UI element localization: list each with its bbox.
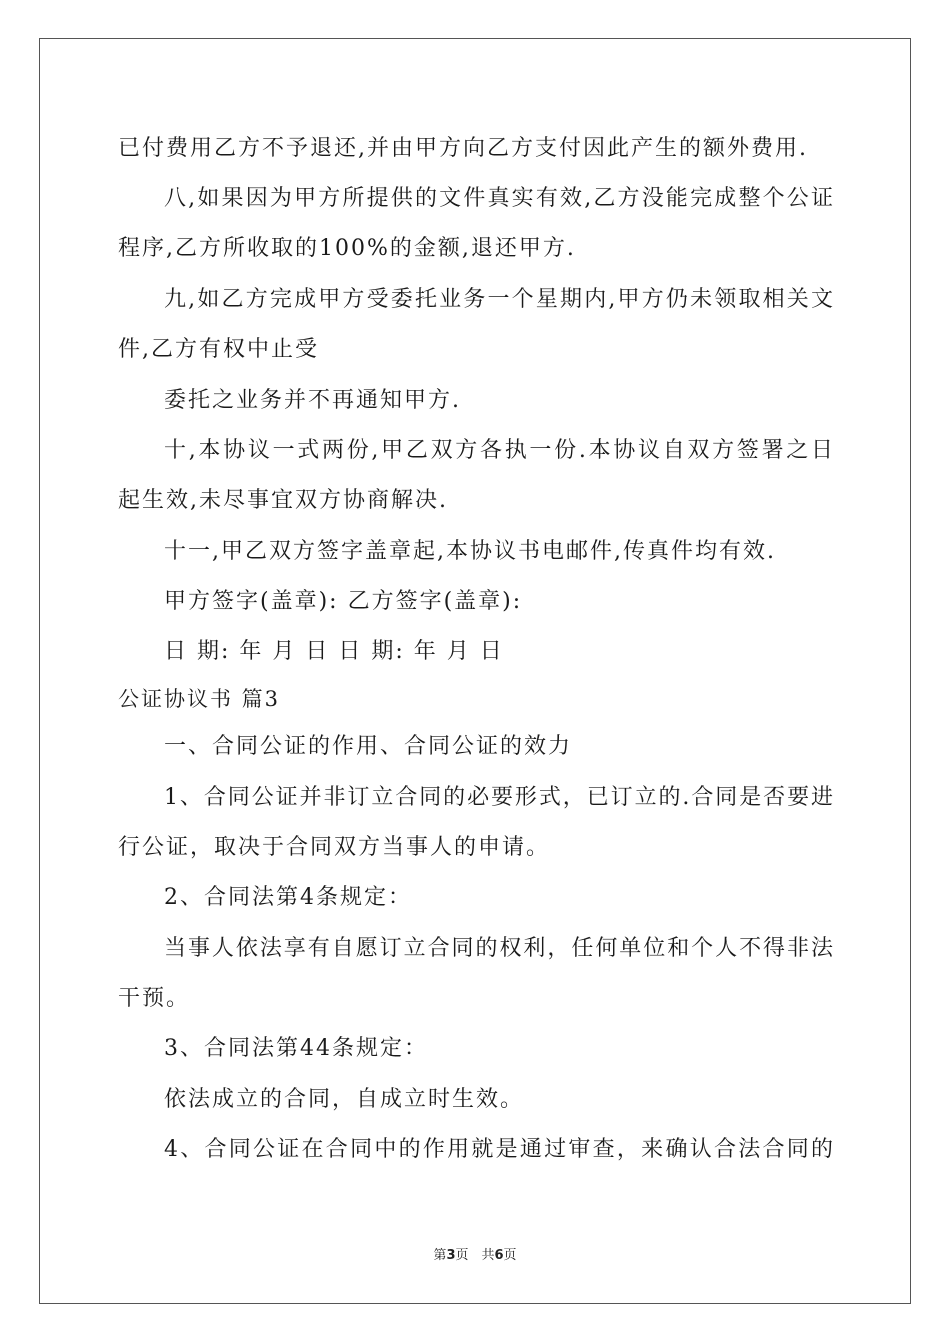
page-suffix: 页 xyxy=(503,1248,517,1263)
text-line: 4、合同公证在合同中的作用就是通过审查，来确认合法合同的 xyxy=(164,1137,834,1162)
text-line: 2、合同法第4条规定： xyxy=(164,885,412,910)
signature-line: 甲方签字(盖章): 乙方签字(盖章): xyxy=(164,589,523,614)
page-prefix: 第 xyxy=(433,1248,447,1263)
text-line: 十一,甲乙双方签字盖章起,本协议书电邮件,传真件均有效. xyxy=(164,539,776,564)
text-line: 件,乙方有权中止受 xyxy=(118,337,319,362)
text-line: 3、合同法第44条规定： xyxy=(164,1036,428,1061)
text-line: 1、合同公证并非订立合同的必要形式，已订立的.合同是否要进 xyxy=(164,785,834,810)
text-line: 委托之业务并不再通知甲方. xyxy=(164,388,461,413)
text-line: 十,本协议一式两份,甲乙双方各执一份.本协议自双方签署之日 xyxy=(164,438,834,463)
text-line: 干预。 xyxy=(118,986,191,1011)
page-current: 3 xyxy=(446,1248,456,1263)
text-line: 当事人依法享有自愿订立合同的权利，任何单位和个人不得非法 xyxy=(164,936,834,961)
page-total: 6 xyxy=(494,1248,504,1263)
text-line: 起生效,未尽事宜双方协商解决. xyxy=(118,488,448,513)
text-line: 八,如果因为甲方所提供的文件真实有效,乙方没能完成整个公证 xyxy=(164,186,834,211)
text-line: 行公证，取决于合同双方当事人的申请。 xyxy=(118,835,551,860)
page-footer xyxy=(0,1244,950,1263)
text-line: 依法成立的合同，自成立时生效。 xyxy=(164,1087,525,1112)
text-line: 九,如乙方完成甲方受委托业务一个星期内,甲方仍未领取相关文 xyxy=(164,287,834,312)
text-line: 已付费用乙方不予退还,并由甲方向乙方支付因此产生的额外费用. xyxy=(118,136,808,161)
page-mid: 页 共 xyxy=(455,1248,495,1263)
text-line: 一、合同公证的作用、合同公证的效力 xyxy=(164,734,573,759)
date-line: 日 期: 年 月 日 日 期: 年 月 日 xyxy=(164,639,504,664)
section-heading: 公证协议书 篇3 xyxy=(118,687,281,711)
text-line: 程序,乙方所收取的100%的金额,退还甲方. xyxy=(118,236,576,261)
